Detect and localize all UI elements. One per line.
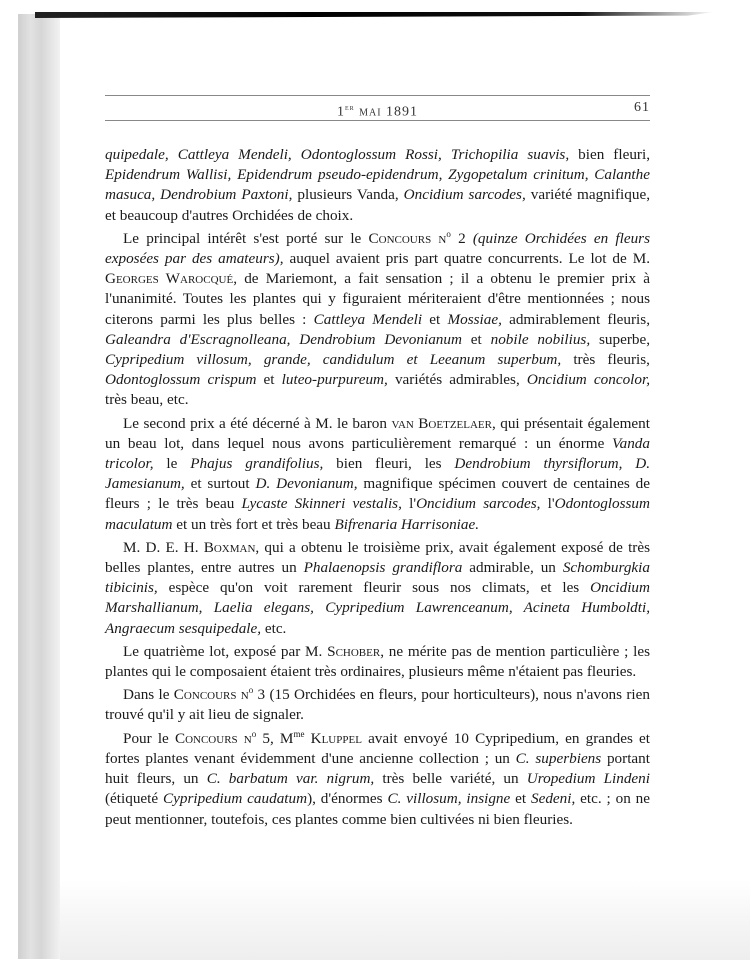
small-caps-name: Concours n	[173, 686, 249, 704]
text-run: et	[256, 371, 282, 389]
italic-text: Cattleya Mendeli	[313, 310, 423, 328]
paragraph	[105, 538, 650, 639]
text-run: (étiqueté	[105, 790, 163, 808]
page-top-edge	[35, 12, 715, 18]
italic-text: Lycaste Skinneri vestalis,	[241, 495, 402, 513]
paragraph	[105, 145, 650, 226]
italic-text: Dendrobium thyrsiflorum, D. Jamesianum,	[105, 455, 650, 493]
text-run: superbe,	[590, 330, 651, 348]
italic-text: Phajus grandifolius,	[190, 455, 324, 473]
superscript: o	[251, 728, 257, 739]
text-run: et surtout	[184, 475, 256, 493]
italic-text: Cypripedium villosum, grande, candidulum et Leeanum superbum,	[105, 351, 562, 369]
italic-text: Oncidium sarcodes,	[416, 495, 541, 513]
italic-text: Galeandra d'Escragnolleana, Dendrobium Devonianum	[105, 330, 462, 348]
italic-text: Epidendrum Wallisi, Epidendrum pseudo-epidendrum, Zygopetalum crinitum, Calanthe masuca, Dendrobium Paxtoni,	[105, 166, 650, 204]
text-run: , etc. ; on ne peut mentionner, toutefois, ces plantes comme bien cultivées ni bien fleuries.	[105, 790, 650, 828]
text-run: 3 (15 Orchidées en fleurs, pour horticulteurs), nous n'avons rien trouvé qu'il y ait lieu de signaler.	[105, 686, 650, 724]
paragraph	[105, 642, 650, 682]
text-run: 5, M	[256, 729, 294, 747]
paragraph	[105, 729, 650, 830]
text-run: et	[422, 310, 448, 328]
text-run: l'	[401, 495, 417, 513]
small-caps-name: Boxman	[203, 538, 256, 556]
date-ordinal: er	[344, 103, 355, 112]
date-month-year: mai 1891	[354, 104, 419, 120]
text-run: Pour le	[123, 729, 175, 747]
italic-text: Vanda tricolor,	[105, 434, 650, 473]
text-run: Le principal intérêt s'est porté sur le	[123, 229, 369, 247]
italic-text: Oncidium sarcodes,	[403, 186, 526, 204]
paragraph	[105, 414, 650, 535]
text-run: variété magnifique, et beaucoup d'autres Orchidées de choix.	[105, 186, 650, 224]
italic-text: Phalaenopsis grandiflora	[303, 559, 463, 577]
italic-text: Uropedium Lindeni	[526, 770, 650, 788]
italic-text: Sedeni	[530, 790, 572, 808]
text-run: , ne mérite pas de mention particulière ; les plantes qui le composaient étaient très ordinaires, plusieurs même n'étaient pas fleuries.	[105, 642, 650, 681]
text-run: variétés admirables,	[387, 371, 527, 389]
page-bottom-shade	[60, 880, 750, 960]
superscript: o	[446, 228, 451, 239]
italic-text: C. superbiens	[515, 749, 602, 767]
italic-text: (quinze Orchidées en fleurs exposées par des amateurs),	[105, 229, 650, 268]
italic-text: luteo-purpureum,	[281, 371, 388, 389]
running-head-date	[105, 96, 650, 125]
text-run: très belle variété, un	[374, 770, 527, 788]
text-run: etc.	[261, 619, 287, 637]
italic-text: C. barbatum var. nigrum,	[206, 770, 375, 788]
italic-text: Oncidium Marshallianum, Laelia elegans, Cypripedium Lawrenceanum, Acineta Humboldti, Angraecum sesquipedale,	[105, 579, 650, 637]
body-text	[105, 145, 650, 830]
book-spine-shadow	[18, 14, 60, 959]
paragraph	[105, 685, 650, 725]
small-caps-name: Schober	[327, 642, 381, 660]
text-run: et un très fort et très beau	[172, 515, 335, 533]
text-run: plusieurs Vanda,	[292, 186, 404, 204]
superscript: me	[293, 728, 305, 739]
text-run: , qui présentait également un beau lot, dans lequel nous avons particulièrement remarqué : un énorme	[105, 414, 650, 452]
text-run: auquel avaient pris part quatre concurrents. Le lot de M.	[283, 250, 651, 268]
text-run: et	[510, 790, 531, 808]
running-head	[105, 96, 650, 120]
italic-text: Oncidium concolor,	[526, 371, 651, 389]
text-run: admirablement fleuris,	[501, 310, 650, 328]
italic-text: Mossiae,	[447, 310, 502, 328]
text-run: M. D. E. H.	[123, 538, 204, 556]
text-run: le	[153, 455, 191, 473]
italic-text: Schomburgkia tibicinis,	[105, 559, 650, 597]
page-number: 61	[634, 100, 650, 115]
italic-text: Odontoglossum crispum	[105, 371, 257, 389]
small-caps-name: Concours n	[368, 229, 447, 247]
italic-text: Bifrenaria Harrisoniae.	[334, 515, 480, 533]
text-run: avait envoyé 10 Cypripedium, en grandes et fortes plantes venant évidemment d'une ancienne collection ; un	[105, 729, 650, 767]
text-run: Le quatrième lot, exposé par M.	[123, 642, 328, 660]
text-run: 2	[450, 229, 473, 247]
page-content	[105, 90, 650, 830]
text-run: magnifique spécimen couvert de centaines de fleurs ; le très beau	[105, 475, 650, 513]
text-run: l'	[540, 495, 555, 513]
paragraph	[105, 229, 650, 411]
small-caps-name: van Boetzelaer	[391, 414, 492, 432]
text-run: Le second prix a été décerné à M. le baron	[123, 414, 392, 432]
text-run: , de Mariemont, a fait sensation ; il a obtenu le premier prix à l'unanimité. Toutes les plantes qui y figuraient mériteraient d'être mentionnées ; nous citerons parmi les plus belles :	[105, 270, 650, 328]
text-run: , qui a obtenu le troisième prix, avait également exposé de très belles plantes, entre autres un	[105, 538, 651, 577]
text-run: admirable, un	[462, 559, 563, 577]
italic-text: Odontoglossum maculatum	[105, 495, 650, 533]
small-caps-name: Concours n	[174, 729, 252, 747]
text-run: très fleuris,	[561, 351, 650, 369]
date-day: 1	[336, 104, 345, 120]
text-run: espèce qu'on voit rarement fleurir sous nos climats, et les	[157, 579, 591, 597]
text-run: Dans le	[123, 686, 174, 704]
italic-text: D. Devonianum,	[255, 475, 358, 493]
text-run: et	[461, 330, 491, 348]
text-run: bien fleuri, les	[323, 455, 455, 473]
superscript: o	[248, 685, 254, 696]
italic-text: Cypripedium caudatum	[163, 790, 308, 808]
text-run: ), d'énormes	[307, 790, 388, 808]
text-run: portant huit fleurs, un	[105, 749, 650, 788]
small-caps-name: Georges Warocqué	[105, 270, 234, 288]
italic-text: C. villosum, insigne	[387, 790, 511, 808]
small-caps-name: Kluppel	[310, 729, 362, 747]
italic-text: nobile nobilius,	[490, 330, 591, 348]
italic-text: quipedale, Cattleya Mendeli, Odontoglossum Rossi, Trichopilia suavis,	[105, 146, 570, 163]
text-run: très beau, etc.	[105, 391, 189, 409]
text-run: bien fleuri,	[569, 146, 650, 163]
